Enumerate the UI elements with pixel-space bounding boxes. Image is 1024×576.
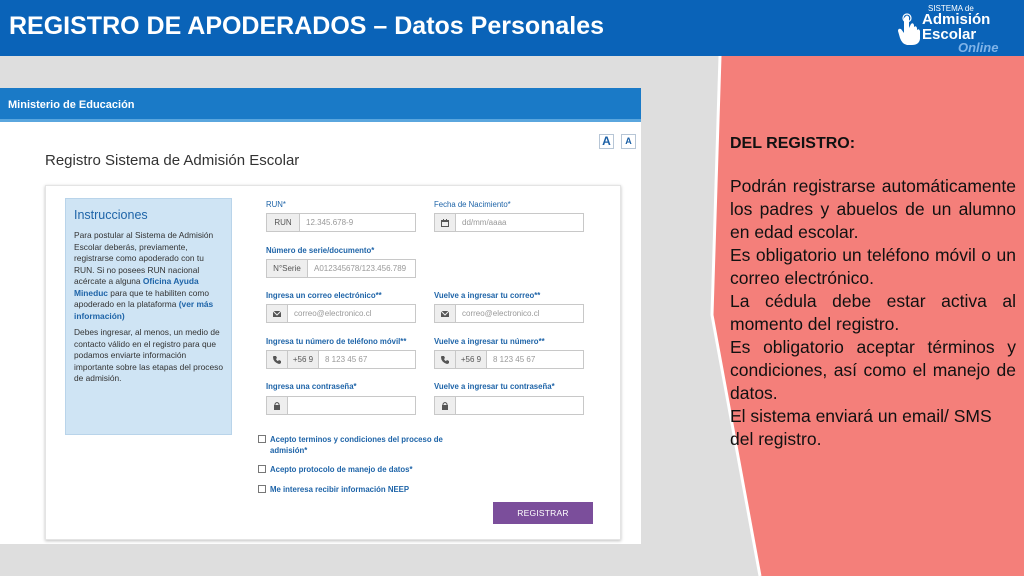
info-panel	[730, 135, 1016, 451]
run-input[interactable]	[300, 214, 415, 231]
password-input[interactable]	[288, 397, 415, 414]
oficina-ayuda-link[interactable]: Oficina Ayuda Mineduc	[74, 276, 199, 298]
hand-pointer-icon	[896, 13, 924, 47]
info-paragraph-2: Es obligatorio un teléfono móvil o un correo electrónico.	[730, 245, 1016, 288]
serial-input[interactable]	[308, 260, 415, 277]
phone-confirm-prefix: +56 9	[456, 351, 487, 368]
phone-icon	[435, 351, 456, 368]
font-size-decrease-button[interactable]: A	[621, 134, 636, 149]
terms-checkbox-row	[258, 434, 473, 456]
info-paragraph-1: Podrán registrarse automáticamente los padres y abuelos de un alumno en edad escolar.	[730, 176, 1016, 242]
neep-checkbox-label[interactable]: Me interesa recibir información NEEP	[270, 485, 410, 494]
slide-title: REGISTRO DE APODERADOS – Datos Personales	[9, 12, 605, 40]
phone-input[interactable]	[319, 351, 415, 368]
password-confirm-label: Vuelve a ingresar tu contraseña*	[434, 382, 555, 391]
form-card	[45, 185, 621, 540]
phone-icon	[267, 351, 288, 368]
phone-confirm-field	[434, 350, 584, 369]
neep-checkbox[interactable]	[258, 485, 266, 493]
instructions-text: Para postular al Sistema de Admisión Escolar deberás, previamente, registrarse como apoderado con tu RUN. Si no posees RUN nacional acércate a alguna	[74, 230, 214, 286]
instructions-heading: Instrucciones	[74, 208, 148, 222]
password-label: Ingresa una contraseña*	[266, 382, 357, 391]
page-title: Registro Sistema de Admisión Escolar	[45, 152, 300, 169]
password-confirm-field	[434, 396, 584, 415]
logo-line2: Admisión	[922, 11, 991, 28]
instructions-paragraph-1	[74, 230, 223, 322]
instructions-text-2: para que te habiliten como apoderado en la plataforma	[74, 287, 210, 309]
birthdate-field	[434, 213, 584, 232]
logo-line3: Escolar	[922, 26, 977, 43]
phone-label: Ingresa tu número de teléfono móvil**	[266, 337, 407, 346]
data-protocol-checkbox-label[interactable]: Acepto protocolo de manejo de datos*	[270, 465, 413, 474]
lock-icon	[435, 397, 456, 414]
instructions-box	[65, 198, 232, 435]
slide-header	[0, 0, 1024, 56]
envelope-icon	[267, 305, 288, 322]
run-field	[266, 213, 416, 232]
info-paragraph-5: El sistema enviará un email/ SMS del registro.	[730, 406, 992, 449]
email-label: Ingresa un correo electrónico**	[266, 291, 382, 300]
email-field	[266, 304, 416, 323]
instructions-paragraph-2: Debes ingresar, al menos, un medio de contacto válido en el registro para que podamos enviarte información importante sobre las etapas del proceso de admisión.	[74, 327, 223, 383]
phone-confirm-label: Vuelve a ingresar tu número**	[434, 337, 545, 346]
data-protocol-checkbox-row	[258, 464, 413, 475]
birthdate-input[interactable]	[456, 214, 583, 231]
serial-addon: N°Serie	[267, 260, 308, 277]
run-addon: RUN	[267, 214, 300, 231]
registration-screenshot	[0, 88, 641, 544]
register-button[interactable]: REGISTRAR	[493, 502, 593, 524]
sae-logo	[896, 3, 1008, 55]
birthdate-label: Fecha de Nacimiento*	[434, 200, 511, 209]
phone-prefix: +56 9	[288, 351, 319, 368]
logo-line4: Online	[958, 40, 999, 55]
logo-line1: SISTEMA de	[928, 4, 974, 13]
terms-checkbox[interactable]	[258, 435, 266, 443]
serial-field	[266, 259, 416, 278]
email-confirm-label: Vuelve a ingresar tu correo**	[434, 291, 541, 300]
phone-field	[266, 350, 416, 369]
more-info-link[interactable]: (ver más información)	[74, 299, 214, 321]
email-input[interactable]	[288, 305, 415, 322]
info-paragraph-3: La cédula debe estar activa al momento del registro.	[730, 291, 1016, 334]
envelope-icon	[435, 305, 456, 322]
phone-confirm-input[interactable]	[487, 351, 583, 368]
ministry-bar	[0, 88, 641, 122]
info-heading: DEL REGISTRO:	[730, 135, 856, 152]
lock-icon	[267, 397, 288, 414]
data-protocol-checkbox[interactable]	[258, 465, 266, 473]
neep-checkbox-row	[258, 484, 409, 495]
info-paragraph-4: Es obligatorio aceptar términos y condiciones, así como el manejo de datos.	[730, 337, 1016, 403]
serial-label: Número de serie/documento*	[266, 246, 375, 255]
password-field	[266, 396, 416, 415]
calendar-icon	[435, 214, 456, 231]
run-label: RUN*	[266, 200, 286, 209]
password-confirm-input[interactable]	[456, 397, 583, 414]
email-confirm-field	[434, 304, 584, 323]
ministry-label: Ministerio de Educación	[8, 99, 135, 111]
terms-checkbox-label[interactable]: Acepto terminos y condiciones del proceso de admisión*	[270, 435, 443, 455]
font-size-increase-button[interactable]: A	[599, 134, 614, 149]
email-confirm-input[interactable]	[456, 305, 583, 322]
